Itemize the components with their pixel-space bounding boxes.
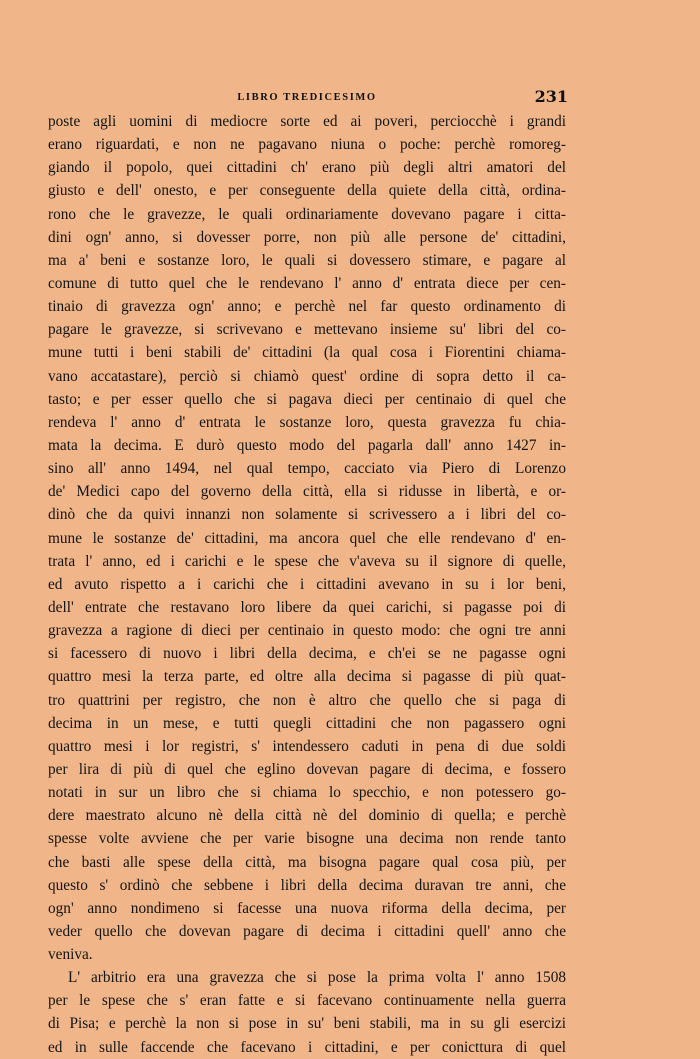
text-line: tro quattrini per registro, che non è altro che quello che si paga di [48,691,566,709]
text-line: notati in sur un libro che si chiama lo specchio, e non potessero go- [48,784,566,802]
text-line: che basti alle spese della città, ma bisogna pagare qual cosa più, per [48,853,566,871]
text-line: decima in un mese, e tutti quegli cittadini che non pagassero ogni [48,714,566,732]
text-line: giando il popolo, quei cittadini ch' erano più degli altri amatori del [48,159,566,177]
text-line: poste agli uomini di mediocre sorte ed ai poveri, perciocchè i grandi [48,113,566,130]
text-line: spesse volte avviene che per varie bisogne una decima non rende tanto [48,830,566,848]
text-line: si facessero di nuovo i libri della decima, e ch'ei se ne pagasse ogni [48,645,566,663]
text-line: dinò che da quivi innanzi non solamente si scrivessero a i libri del co- [48,506,566,524]
text-line: giusto e dell' onesto, e per conseguente della quiete della città, ordina- [48,182,566,200]
text-line: ma a' beni e sostanze loro, le quali si dovessero stimare, e pagare al [48,251,566,269]
text-line: questo s' ordinò che sebbene i libri della decima duravan tre anni, che [48,876,566,894]
text-line: dell' entrate che restavano loro libere da quei carichi, si pagasse poi di [48,598,566,616]
text-line: ed avuto rispetto a i carichi che i cittadini avevano in su i lor beni, [48,575,566,593]
text-line: veder quello che dovevan pagare di decima i cittadini quell' anno che [48,922,566,940]
text-line: vano accatastare), perciò si chiamò quest' ordine di sopra detto il ca- [48,367,566,385]
text-line: rendeva l' anno d' entrata le sostanze loro, questa gravezza fu chia- [48,413,566,431]
text-line: mune tutti i beni stabili de' cittadini (la qual cosa i Fiorentini chiama- [48,344,566,362]
text-line: ogn' anno nondimeno si facesse una nuova riforma della decima, per [48,899,566,917]
page-header [48,87,566,109]
text-line: dere maestrato alcuno nè della città nè del dominio di quella; e perchè [48,807,566,825]
text-line: mune le sostanze de' cittadini, ma ancora quel che elle rendevano d' en- [48,529,566,547]
text-line: di Pisa; e perchè la non si pose in su' beni stabili, ma in su gli esercizi [48,1015,566,1033]
text-line: tasto; e per esser quello che si pagava dieci per centinaio di quel che [48,390,566,408]
text-line: de' Medici capo del governo della città, ella si ridusse in libertà, e or- [48,483,566,501]
text-line: sino all' anno 1494, nel qual tempo, cacciato via Piero di Lorenzo [48,460,566,478]
text-line: L' arbitrio era una gravezza che si pose la prima volta l' anno 1508 [68,969,566,987]
text-line: comune di tutto quel che le rendevano l' anno d' entrata diece per cen- [48,274,566,292]
text-line: veniva. [48,946,93,964]
body-text [48,110,566,1059]
text-line: per lira di più di quel che eglino dovevan pagare di decima, e fossero [48,760,566,778]
page-number: 231 [534,87,568,106]
text-line: dini ogn' anno, si dovesser porre, non più alle persone de' cittadini, [48,228,566,246]
text-line: tinaio di gravezza ogn' anno; e perchè nel far questo ordinamento di [48,298,566,316]
text-line: trata l' anno, ed i carichi e le spese che v'aveva su il signore di quelle, [48,552,566,570]
text-line: ed in sulle faccende che facevano i cittadini, e per conicttura di quel [48,1038,566,1056]
text-line: rono che le gravezze, le quali ordinariamente dovevano pagare i citta- [48,205,566,223]
text-line: quattro mesi i lor registri, s' intendessero caduti in pena di due soldi [48,737,566,755]
text-line: mata la decima. E durò questo modo del pagarla dall' anno 1427 in- [48,436,566,454]
text-line: quattro mesi la terza parte, ed oltre alla decima si pagasse di più quat- [48,668,566,686]
text-line: erano riguardati, e non ne pagavano niuna o poche: perchè romoreg- [48,136,566,154]
text-line: per le spese che s' eran fatte e si facevano continuamente nella guerra [48,992,566,1010]
text-line: gravezza a ragione di dieci per centinaio in questo modo: che ogni tre anni [48,622,566,640]
running-head: LIBRO TREDICESIMO [237,92,377,103]
text-line: pagare le gravezze, si scrivevano e mettevano insieme su' libri del co- [48,321,566,339]
